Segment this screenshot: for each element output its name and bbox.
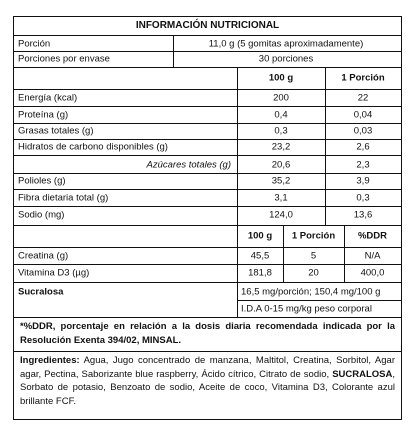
ingredients-label: Ingredientes: [20,355,80,366]
row-100g: 45,5 [250,250,270,262]
table-row [14,139,401,155]
row-label: Hidratos de carbono disponibles (g) [18,141,168,153]
row-label: Azúcares totales (g) [146,159,231,171]
main-table-header [14,68,401,88]
ingredients-text [20,354,395,408]
label-title: INFORMACIÓN NUTRICIONAL [135,20,280,31]
row-ddr: 400,0 [360,267,385,279]
sucralosa-value: 16,5 mg/porción; 150,4 mg/100 g [241,285,381,297]
header2-portion: 1 Porción [291,230,336,242]
header-100g: 100 g [268,72,294,84]
row-portion: 20 [308,267,319,279]
row-portion: 0,3 [356,192,370,204]
sucralosa-label: Sucralosa [18,285,64,297]
portion-label: Porción [18,37,51,49]
row-portion: 2,6 [356,141,370,153]
row-100g: 200 [273,92,289,104]
table-row [14,123,401,139]
row-portion: 5 [310,250,317,262]
table-row [14,207,401,223]
row-label: Fibra dietaria total (g) [18,192,109,204]
row-100g: 0,4 [274,109,288,121]
row-portion: 3,9 [356,175,370,187]
table-row [14,173,401,189]
nutrition-label [13,16,402,420]
portion-row [14,36,401,51]
row-label: Grasas totales (g) [18,125,94,137]
row-portion: 0,04 [353,109,373,121]
table-row [14,248,401,264]
row-label: Polioles (g) [18,175,66,187]
sucralosa-value-row [14,283,401,300]
row-100g: 20,6 [271,159,291,171]
header-portion: 1 Porción [341,72,385,84]
servings-row [14,51,401,66]
row-label: Energía (kcal) [18,92,78,104]
table-row [14,265,401,281]
table-row [14,157,401,173]
row-100g: 23,2 [271,141,291,153]
header2-100g: 100 g [247,230,273,242]
row-portion: 2,3 [356,159,370,171]
ingredients-sucralosa: SUCRALOSA [332,368,393,380]
row-portion: 0,03 [353,125,373,137]
second-table-header [14,226,401,246]
table-row [14,190,401,206]
row-100g: 181,8 [248,267,272,279]
row-100g: 3,1 [274,192,288,204]
header2-ddr: %DDR [357,230,388,242]
table-row [14,107,401,123]
row-ddr: N/A [364,250,381,262]
servings-value: 30 porciones [258,52,314,64]
ingredients-list-1: Agua, Jugo concentrado de manzana, Maltitol, Creatina, Sorbitol, Agar agar, Pectina, Saborizante blue raspberry, Ácido cítrico, Citrato de sodio, [20,355,395,380]
table-row [14,90,401,106]
ida-row [14,301,401,317]
row-label: Proteína (g) [18,109,69,121]
ingredients-list-2: , Sorbato de potasio, Benzoato de sodio, Aceite de coco, Vitamina D3, Colorante azul brillante FCF. [20,368,395,407]
row-100g: 124,0 [269,209,293,221]
portion-value: 11,0 g (5 gomitas aproximadamente) [208,37,364,49]
row-portion: 22 [357,92,369,104]
row-label: Vitamina D3 (µg) [18,267,90,279]
row-portion: 13,6 [353,209,373,221]
servings-label: Porciones por envase [18,52,110,64]
ida-value: I.D.A 0-15 mg/kg peso corporal [241,303,372,315]
ddr-footnote: *%DDR, porcentaje en relación a la dosis diaria recomendada indicada por la Resolución Exenta 394/02, MINSAL. [20,321,395,346]
row-100g: 35,2 [271,175,291,187]
row-label: Creatina (g) [18,250,69,262]
row-label: Sodio (mg) [18,209,65,221]
row-100g: 0,3 [274,125,288,137]
